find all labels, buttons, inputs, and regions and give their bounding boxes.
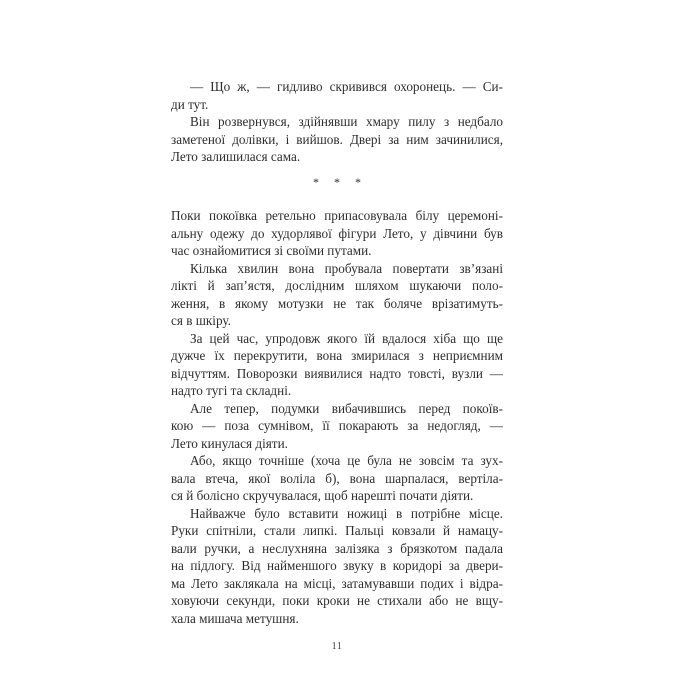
text-line: ма Лето заклякала на місці, затамувавши подих і відра-: [171, 575, 503, 591]
text-line: вала втеча, якої воліла б), вона шарпалася, вертіла-: [171, 470, 503, 486]
text-line: дужче їх перекрутити, вона змирилася з неприємним: [171, 348, 503, 363]
text-line: відчуттям. Поворозки виявилися надто товсті, вузли —: [171, 365, 503, 381]
text-line: Поки покоївка ретельно припасовувала білу церемоні-: [171, 208, 503, 223]
text-line: хала мишача метушня.: [171, 610, 299, 626]
paragraph: [171, 400, 503, 453]
text-line: вали ручки, а неслухняна залізяка з брязкотом падала: [171, 540, 503, 556]
text-line: ся й болісно скручувалася, щоб нарешті почати діяти.: [171, 488, 474, 503]
text-line: Або, якщо точніше (хоча це була не зовсім та зух-: [190, 453, 503, 468]
text-line: на підлогу. Від найменшого звуку в коридорі за двери-: [171, 558, 503, 573]
paragraph: [171, 78, 503, 113]
text-line: Він розвернувся, здійнявши хмару пилу з недбало: [190, 114, 503, 129]
section-separator: * * *: [313, 174, 367, 189]
text-column: [171, 78, 503, 656]
text-line: час ознайомитися зі своїми путами.: [171, 243, 372, 258]
body-text: [171, 78, 503, 627]
page-number: 11: [331, 641, 343, 652]
text-line: За цей час, упродовж якого їй вдалося хіба що ще: [190, 330, 503, 346]
text-line: лікті й зап’ястя, дослідним шляхом шукаючи поло-: [171, 278, 503, 293]
text-line: ди тут.: [171, 96, 209, 112]
text-line: альну одежу до худорлявої фігури Лето, у дівчини був: [171, 225, 503, 241]
paragraph: [171, 207, 503, 260]
paragraph: [171, 505, 503, 628]
text-line: ховуючи секунди, поки кроки не стихали або не вщу-: [171, 593, 503, 608]
paragraph: [171, 260, 503, 330]
paragraph: [171, 113, 503, 166]
text-line: кою — поза сумнівом, її покарають за недогляд, —: [171, 418, 503, 433]
text-line: надто тугі та складні.: [171, 383, 292, 398]
text-line: Найважче було вставити ножиці в потрібне місце.: [190, 505, 503, 521]
paragraph: [171, 330, 503, 400]
text-line: Але тепер, подумки вибачившись перед покоїв-: [190, 400, 503, 416]
text-line: Лето кинулася діяти.: [171, 435, 288, 451]
text-line: — Що ж, — гидливо скривився охоронець. — Си-: [190, 79, 503, 94]
text-line: ся в шкіру.: [171, 313, 231, 328]
text-line: Кілька хвилин вона пробувала повертати зв’язані: [190, 260, 503, 276]
paragraph: [171, 452, 503, 505]
text-line: заметеної долівки, і вийшов. Двері за ним зачинилися,: [171, 131, 503, 147]
text-line: ження, в якому мотузки не так боляче врізатимуть-: [171, 295, 503, 311]
text-line: Руки спітніли, стали липкі. Пальці ковзали й намацу-: [171, 523, 503, 538]
text-line: Лето залишилася сама.: [171, 149, 301, 164]
